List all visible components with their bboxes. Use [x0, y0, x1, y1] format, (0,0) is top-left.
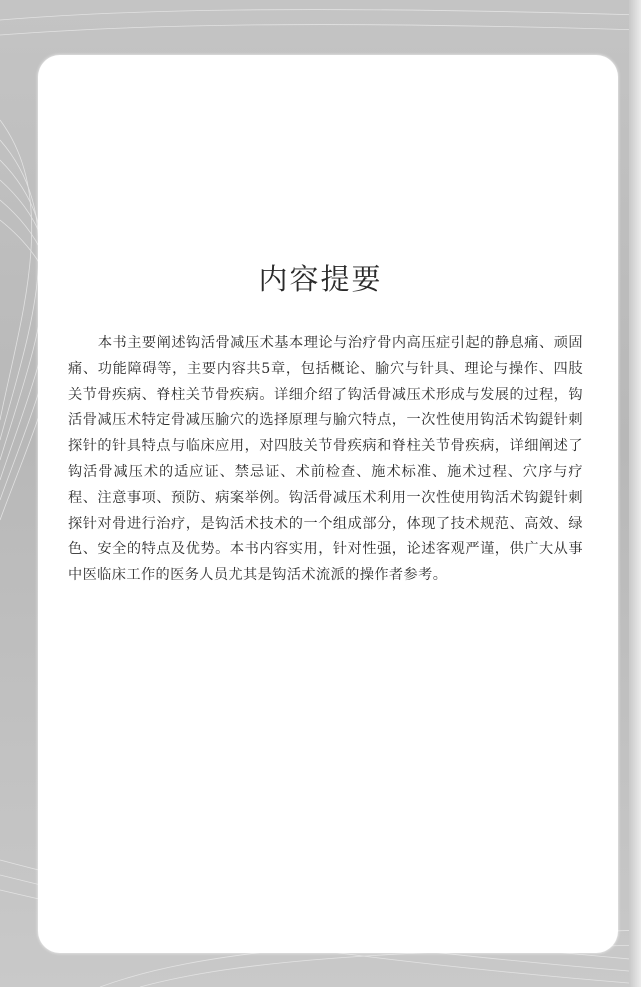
page-title: 内容提要	[258, 262, 383, 296]
page-edge	[629, 0, 641, 987]
summary-paragraph: 本书主要阐述钩活骨减压术基本理论与治疗骨内高压症引起的静息痛、顽固痛、功能障碍等，主要内容共5章，包括概论、腧穴与针具、理论与操作、四肢关节骨疾病、脊柱关节骨疾病。详细介绍了钩活骨减压术形成与发展的过程，钩活骨减压术特定骨减压腧穴的选择原理与腧穴特点，一次性使用钩活术钩鍉针刺探针的针具特点与临床应用，对四肢关节骨疾病和脊柱关节骨疾病，详细阐述了钩活骨减压术的适应证、禁忌证、术前检查、施术标准、施术过程、穴序与疗程、注意事项、预防、病案举例。钩活骨减压术利用一次性使用钩活术钩鍉针刺探针对骨进行治疗，是钩活术技术的一个组成部分，体现了技术规范、高效、绿色、安全的特点及优势。本书内容实用，针对性强，论述客观严谨，供广大从事中医临床工作的医务人员尤其是钩活术流派的操作者参考。	[68, 335, 583, 584]
